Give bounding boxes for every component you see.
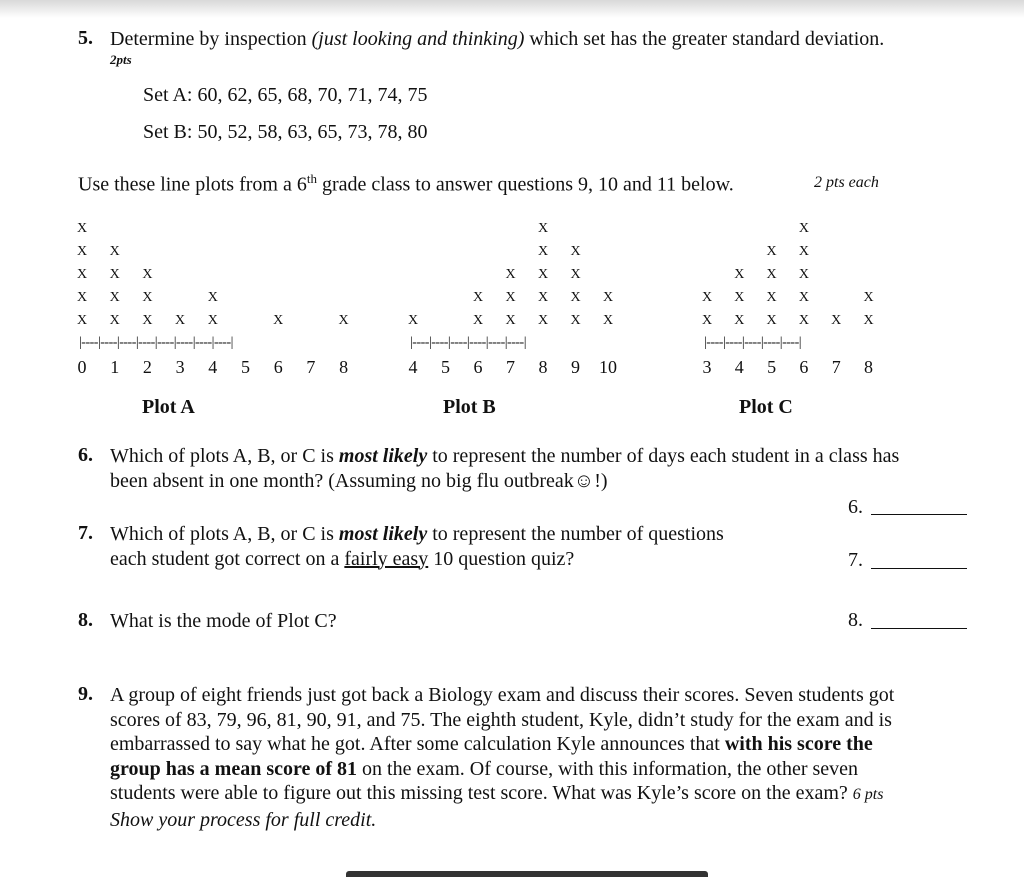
top-shadow bbox=[0, 0, 1024, 18]
question-number: 6. bbox=[78, 444, 93, 466]
tick-label: 2 bbox=[142, 357, 152, 377]
question-9-points: 6 pts bbox=[852, 786, 884, 803]
set-b: Set B: 50, 52, 58, 63, 65, 73, 78, 80 bbox=[143, 121, 428, 143]
question-number: 7. bbox=[78, 522, 93, 544]
tick-label: 8 bbox=[339, 357, 349, 377]
question-text-part: to represent the number of days each student in a class has bbox=[427, 445, 900, 467]
x-mark: X bbox=[766, 267, 777, 282]
underlined-text: fairly easy bbox=[344, 547, 429, 570]
axis-line: |----|----|----|----|----|----| bbox=[410, 335, 527, 350]
question-number: 9. bbox=[78, 683, 93, 705]
x-mark: X bbox=[570, 244, 581, 259]
question-text-part: to represent the number of questions bbox=[427, 523, 724, 545]
x-mark: X bbox=[798, 221, 809, 236]
x-mark: X bbox=[863, 313, 874, 328]
x-mark: X bbox=[207, 313, 218, 328]
x-mark: X bbox=[734, 313, 745, 328]
x-mark: X bbox=[537, 313, 549, 328]
tick-label: 6 bbox=[799, 357, 809, 377]
tick-label: 7 bbox=[831, 357, 841, 377]
question-text-part: on the exam. Of course, with this information, the other seven bbox=[357, 757, 859, 780]
answer-8-label: 8. bbox=[848, 609, 863, 631]
tick-label: 7 bbox=[306, 357, 316, 377]
question-line bbox=[110, 732, 894, 757]
x-mark: X bbox=[472, 313, 484, 328]
question-text-part: embarrassed to say what he got. After some calculation Kyle announces that bbox=[110, 733, 725, 755]
emphasis-text: most likely bbox=[338, 445, 428, 467]
question-number: 8. bbox=[78, 609, 93, 631]
x-mark: X bbox=[798, 313, 809, 328]
question-line bbox=[110, 522, 724, 547]
intro-text: Use these line plots from a 6 bbox=[78, 173, 307, 196]
question-line: A group of eight friends just got back a Biology exam and discuss their scores. Seven students got bbox=[110, 684, 895, 706]
x-mark: X bbox=[766, 313, 777, 328]
x-mark: X bbox=[109, 267, 120, 282]
tick-label: 4 bbox=[208, 357, 218, 377]
x-mark: X bbox=[798, 244, 809, 259]
tick-label: 6 bbox=[473, 357, 483, 377]
x-mark: X bbox=[537, 290, 549, 305]
x-mark: X bbox=[273, 313, 284, 328]
tick-label: 7 bbox=[506, 357, 515, 377]
x-mark: X bbox=[142, 313, 153, 328]
tick-label: 3 bbox=[702, 357, 712, 377]
x-mark: X bbox=[570, 290, 581, 305]
bold-text: group has a mean score of 81 bbox=[110, 757, 358, 780]
question-line bbox=[110, 547, 724, 572]
question-text-part: Which of plots A, B, or C is bbox=[110, 445, 339, 467]
line-plots-intro bbox=[78, 171, 734, 197]
x-mark: X bbox=[76, 221, 88, 236]
question-line bbox=[110, 808, 894, 833]
x-mark: X bbox=[76, 290, 88, 305]
answer-8-blank[interactable] bbox=[871, 628, 967, 629]
tick-label: 8 bbox=[538, 357, 548, 377]
bold-text: with his score the bbox=[724, 733, 873, 755]
x-mark: X bbox=[207, 290, 218, 305]
answer-6-label: 6. bbox=[848, 496, 863, 518]
tick-label: 5 bbox=[767, 357, 777, 377]
x-mark: X bbox=[505, 267, 516, 282]
question-text bbox=[110, 683, 894, 832]
tick-label: 4 bbox=[734, 357, 744, 377]
x-mark: X bbox=[570, 313, 581, 328]
x-mark: X bbox=[602, 313, 614, 328]
answer-7-label: 7. bbox=[848, 549, 863, 571]
x-mark: X bbox=[701, 313, 713, 328]
intro-superscript: th bbox=[306, 171, 317, 186]
plot-title: Plot C bbox=[739, 396, 793, 418]
question-text bbox=[110, 522, 724, 571]
answer-7-blank[interactable] bbox=[871, 568, 967, 569]
question-line bbox=[110, 444, 899, 469]
question-text-part: which set has the greater standard deviation. bbox=[524, 28, 885, 50]
x-mark: X bbox=[537, 267, 549, 282]
question-line bbox=[110, 757, 894, 782]
x-mark: X bbox=[602, 290, 614, 305]
x-mark: X bbox=[831, 313, 842, 328]
question-5-points: 2pts bbox=[110, 52, 132, 67]
x-mark: X bbox=[472, 290, 484, 305]
tick-label: 1 bbox=[110, 357, 120, 377]
x-mark: X bbox=[863, 290, 874, 305]
intro-points: 2 pts each bbox=[814, 174, 879, 191]
tick-label: 10 bbox=[599, 357, 617, 377]
x-mark: X bbox=[109, 313, 120, 328]
tick-label: 3 bbox=[175, 357, 185, 377]
question-text-part: 10 question quiz? bbox=[428, 547, 575, 570]
question-text bbox=[110, 444, 899, 493]
x-mark: X bbox=[505, 290, 516, 305]
x-mark: X bbox=[734, 267, 745, 282]
question-text-italic: (just looking and thinking) bbox=[311, 28, 525, 50]
set-a: Set A: 60, 62, 65, 68, 70, 71, 74, 75 bbox=[143, 84, 428, 106]
x-mark: X bbox=[701, 290, 713, 305]
x-mark: X bbox=[338, 313, 349, 328]
x-mark: X bbox=[76, 267, 88, 282]
question-text-part: students were able to figure out this missing test score. What was Kyle’s score on the exam? bbox=[110, 782, 853, 804]
question-text-part: Which of plots A, B, or C is bbox=[110, 523, 339, 545]
x-mark: X bbox=[734, 290, 745, 305]
question-number: 5. bbox=[78, 27, 93, 49]
bottom-scroll-bar[interactable] bbox=[346, 871, 708, 877]
x-mark: X bbox=[766, 290, 777, 305]
tick-label: 6 bbox=[273, 357, 283, 377]
x-mark: X bbox=[407, 313, 419, 328]
axis-line: |----|----|----|----|----|----|----|----| bbox=[79, 335, 233, 350]
question-line: been absent in one month? (Assuming no big flu outbreak☺!) bbox=[110, 469, 608, 492]
x-mark: X bbox=[76, 313, 88, 328]
x-mark: X bbox=[766, 244, 777, 259]
plot-title: Plot B bbox=[443, 396, 496, 418]
plot-title: Plot A bbox=[142, 396, 195, 418]
x-mark: X bbox=[537, 221, 549, 236]
intro-text: grade class to answer questions 9, 10 and 11 below. bbox=[316, 173, 734, 196]
tick-label: 0 bbox=[77, 357, 87, 377]
x-mark: X bbox=[570, 267, 581, 282]
question-line bbox=[110, 781, 894, 808]
x-mark: X bbox=[142, 290, 153, 305]
answer-6-blank[interactable] bbox=[871, 514, 967, 515]
tick-label: 9 bbox=[571, 357, 580, 377]
x-mark: X bbox=[109, 244, 120, 259]
x-mark: X bbox=[798, 290, 809, 305]
tick-label: 8 bbox=[864, 357, 873, 377]
question-text-part: each student got correct on a bbox=[110, 547, 345, 570]
italic-text: Show your process for full credit. bbox=[110, 808, 377, 831]
x-mark: X bbox=[76, 244, 88, 259]
question-line: scores of 83, 79, 96, 81, 90, 91, and 75. The eighth student, Kyle, didn’t study for the exam and is bbox=[110, 708, 892, 731]
x-mark: X bbox=[109, 290, 120, 305]
x-mark: X bbox=[142, 267, 153, 282]
tick-label: 4 bbox=[408, 357, 418, 377]
x-mark: X bbox=[798, 267, 809, 282]
x-mark: X bbox=[175, 313, 186, 328]
tick-label: 5 bbox=[241, 357, 250, 377]
x-mark: X bbox=[505, 313, 516, 328]
question-text-part: Determine by inspection bbox=[110, 28, 312, 50]
question-text: What is the mode of Plot C? bbox=[110, 610, 337, 632]
tick-label: 5 bbox=[441, 357, 450, 377]
question-text bbox=[110, 27, 884, 52]
emphasis-text: most likely bbox=[338, 523, 428, 545]
axis-line: |----|----|----|----|----| bbox=[704, 335, 802, 350]
x-mark: X bbox=[537, 244, 549, 259]
